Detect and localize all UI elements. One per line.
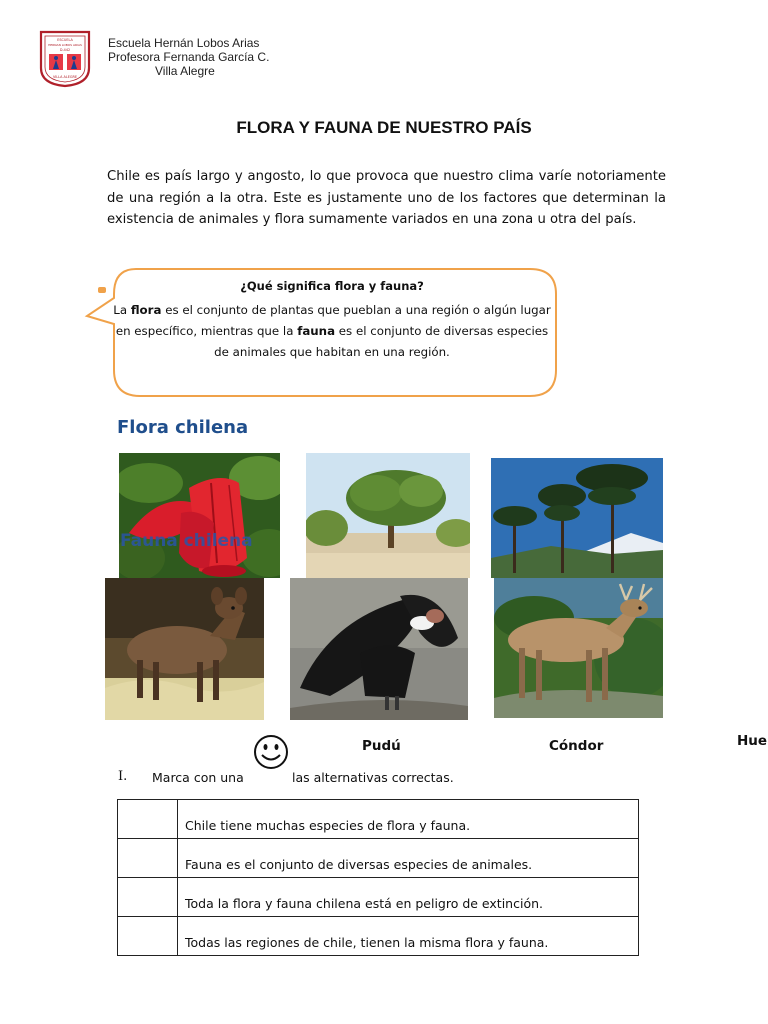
label-pudu: Pudú <box>362 738 401 754</box>
answer-table <box>117 799 639 956</box>
smiley-face-icon <box>253 734 289 770</box>
label-huemul: Hue <box>737 733 768 749</box>
logo-text-name: HERNAN LOBOS ARIAS <box>48 43 82 47</box>
term-fauna: fauna <box>297 324 336 338</box>
espino-tree-photo <box>306 453 470 578</box>
table-row <box>118 878 639 917</box>
table-row <box>118 917 639 956</box>
question-text-end: las alternativas correctas. <box>292 770 454 785</box>
statement-text: Toda la flora y fauna chilena está en peligro de extinción. <box>178 878 639 917</box>
def-part-1: La <box>113 303 131 317</box>
logo-text-code: D-442 <box>59 48 71 52</box>
statement-text: Fauna es el conjunto de diversas especies de animales. <box>178 839 639 878</box>
answer-checkbox[interactable] <box>118 917 178 956</box>
table-row <box>118 839 639 878</box>
question-text-start: Marca con una <box>152 770 244 785</box>
table-row <box>118 800 639 839</box>
intro-paragraph: Chile es país largo y angosto, lo que provoca que nuestro clima varíe notoriamente de una región a la otra. Este es justamente uno de los factores que determinan la existencia de animales y flora sumamente variados en una zona u otra del país. <box>107 169 666 227</box>
label-condor: Cóndor <box>549 738 604 754</box>
flora-heading: Flora chilena <box>117 417 249 438</box>
copihue-flower-photo <box>119 453 280 578</box>
def-part-2: es el conjunto de plantas que pueblan a una región o algún lugar en específico, mientras que la <box>115 303 551 338</box>
condor-photo <box>290 578 468 720</box>
logo-text-bottom: VILLA ALEGRE <box>52 75 78 79</box>
statement-text: Todas las regiones de chile, tienen la misma flora y fauna. <box>178 917 639 956</box>
town-name: Villa Alegre <box>155 64 215 78</box>
teacher-name: Profesora Fernanda García C. <box>108 50 270 64</box>
bubble-definition <box>112 300 552 363</box>
answer-checkbox[interactable] <box>118 878 178 917</box>
araucaria-trees-photo <box>491 458 663 578</box>
page-title: FLORA Y FAUNA DE NUESTRO PAÍS <box>236 118 532 137</box>
logo-text-top: ESCUELA <box>57 38 73 42</box>
bubble-content <box>112 271 552 363</box>
answer-checkbox[interactable] <box>118 839 178 878</box>
question-number: I. <box>118 769 128 784</box>
fauna-heading: Fauna chilena <box>120 531 253 551</box>
pudu-photo <box>105 578 264 720</box>
huemul-photo <box>494 578 663 718</box>
def-part-3: es el conjunto de diversas especies de animales que habitan en una región. <box>214 324 549 359</box>
bubble-question: ¿Qué significa flora y fauna? <box>240 279 424 293</box>
school-crest-icon <box>38 28 92 88</box>
answer-checkbox[interactable] <box>118 800 178 839</box>
school-name: Escuela Hernán Lobos Arias <box>108 36 260 50</box>
term-flora: flora <box>130 303 162 317</box>
statement-text: Chile tiene muchas especies de flora y fauna. <box>178 800 639 839</box>
